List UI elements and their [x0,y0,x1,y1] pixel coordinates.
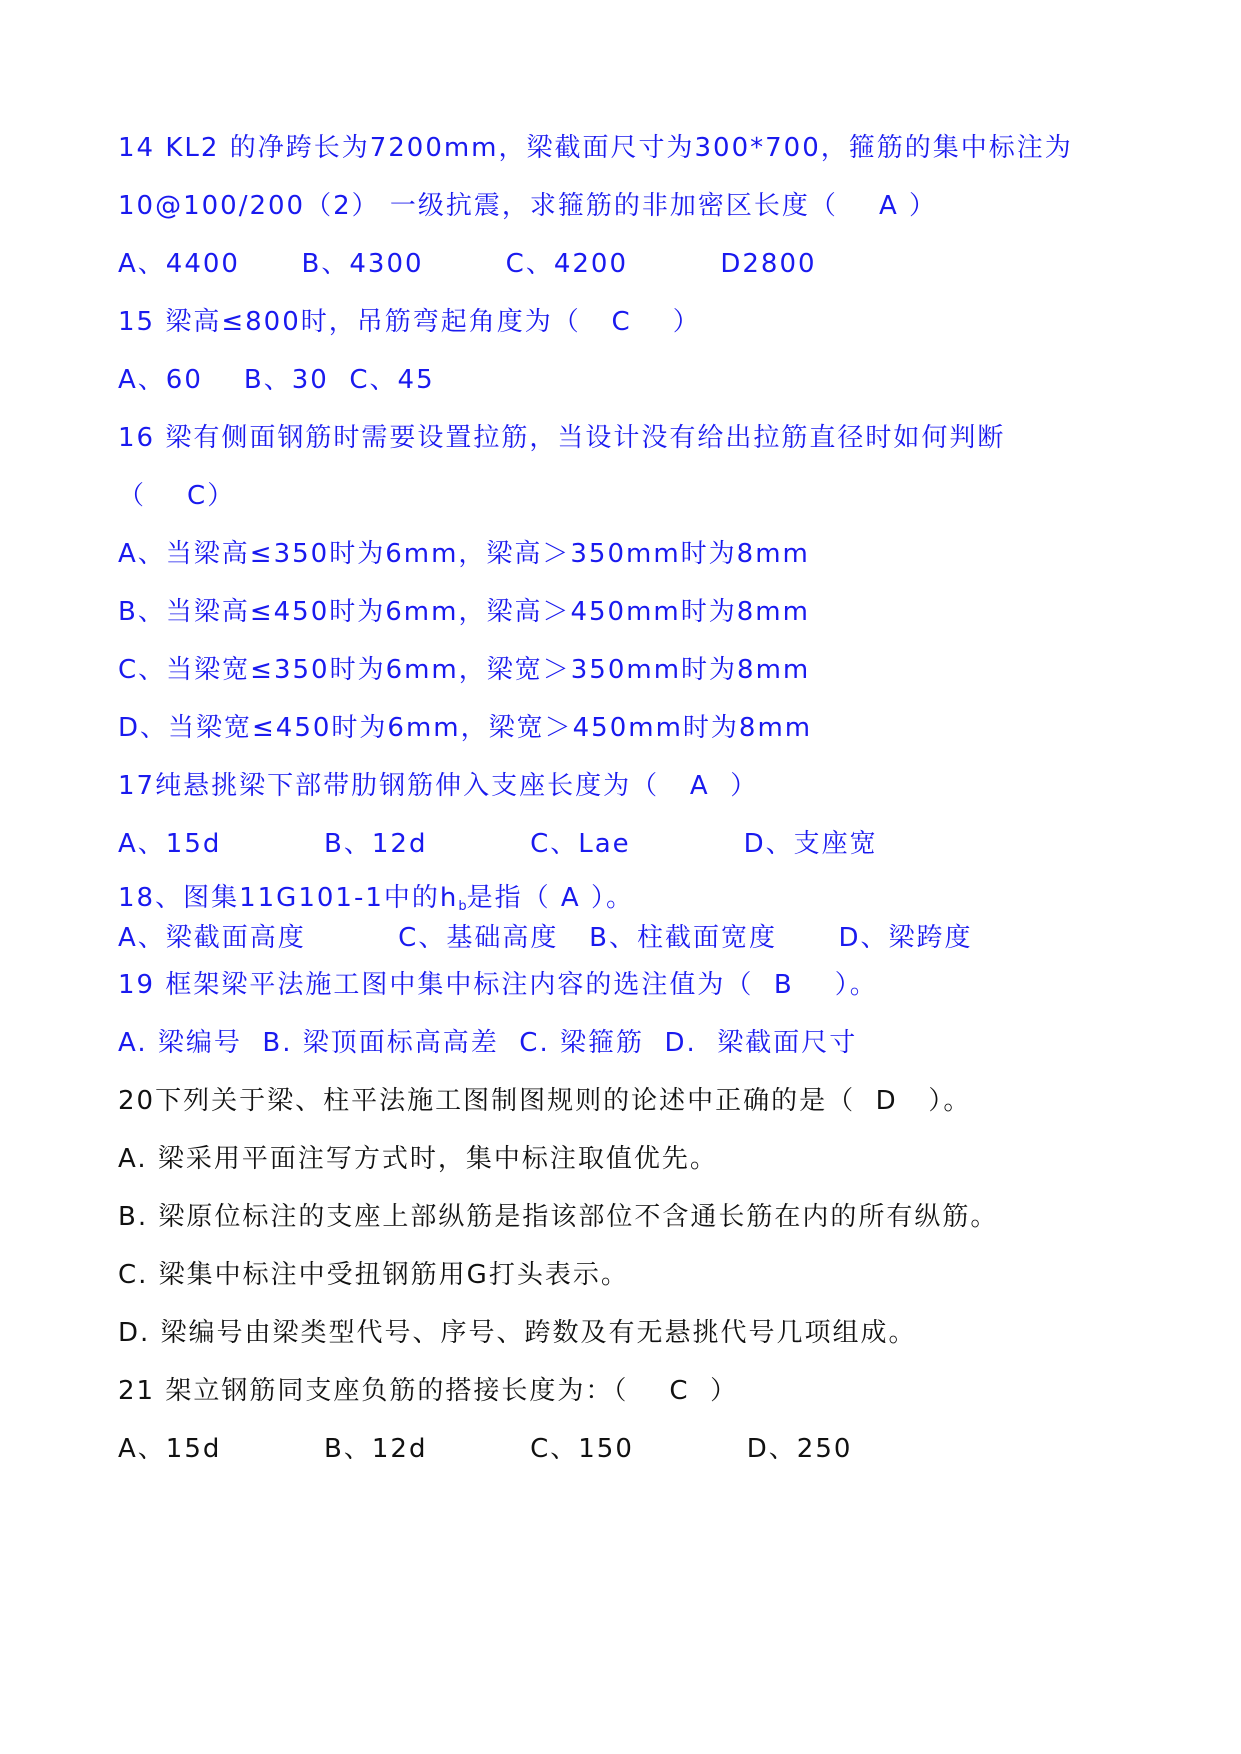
q19-question: 19 框架梁平法施工图中集中标注内容的选注值为（ B ）。 [118,970,878,1000]
q18-question [118,881,1181,924]
q17-options: A、15d B、12d C、Lae D、支座宽 [118,829,878,859]
q18-options: A、梁截面高度 C、基础高度 B、柱截面宽度 D、梁跨度 [118,923,973,953]
q18-subscript: b [458,899,467,914]
q20-option-a: A. 梁采用平面注写方式时，集中标注取值优先。 [118,1144,718,1174]
q20-option-b: B. 梁原位标注的支座上部纵筋是指该部位不含通长筋在内的所有纵筋。 [118,1202,999,1232]
q20-option-d: D. 梁编号由梁类型代号、序号、跨数及有无悬挑代号几项组成。 [118,1318,917,1348]
q15-question: 15 梁高≤800时，吊筋弯起角度为（ C ） [118,307,701,337]
q17-question: 17纯悬挑梁下部带肋钢筋伸入支座长度为（ A ） [118,771,759,801]
q14-options: A、4400 B、4300 C、4200 D2800 [118,249,817,279]
q15-options: A、60 B、30 C、45 [118,365,435,395]
q20-option-c: C. 梁集中标注中受扭钢筋用G打头表示。 [118,1260,629,1290]
q14-question-line1: 14 KL2 的净跨长为7200mm，梁截面尺寸为300*700，箍筋的集中标注为 [118,133,1073,163]
q16-question-line2: （ C） [118,481,236,511]
q18-question-post: 是指（ A ）。 [466,883,634,913]
q21-question: 21 架立钢筋同支座负筋的搭接长度为：（ C ） [118,1376,739,1406]
q18-question-pre: 18、图集11G101-1中的h [118,883,459,913]
q16-question-line1: 16 梁有侧面钢筋时需要设置拉筋，当设计没有给出拉筋直径时如何判断 [118,423,1006,453]
q16-option-a: A、当梁高≤350时为6mm，梁高＞350mm时为8mm [118,539,810,569]
q21-options: A、15d B、12d C、150 D、250 [118,1434,853,1464]
q16-option-c: C、当梁宽≤350时为6mm，梁宽＞350mm时为8mm [118,655,811,685]
q16-option-d: D、当梁宽≤450时为6mm，梁宽＞450mm时为8mm [118,713,813,743]
q14-question-line2: 10@100/200（2） 一级抗震，求箍筋的非加密区长度（ A ） [118,191,938,221]
q16-option-b: B、当梁高≤450时为6mm，梁高＞450mm时为8mm [118,597,810,627]
q19-options: A. 梁编号 B. 梁顶面标高高差 C. 梁箍筋 D. 梁截面尺寸 [118,1028,858,1058]
q20-question: 20下列关于梁、柱平法施工图制图规则的论述中正确的是（ D ）。 [118,1086,972,1116]
